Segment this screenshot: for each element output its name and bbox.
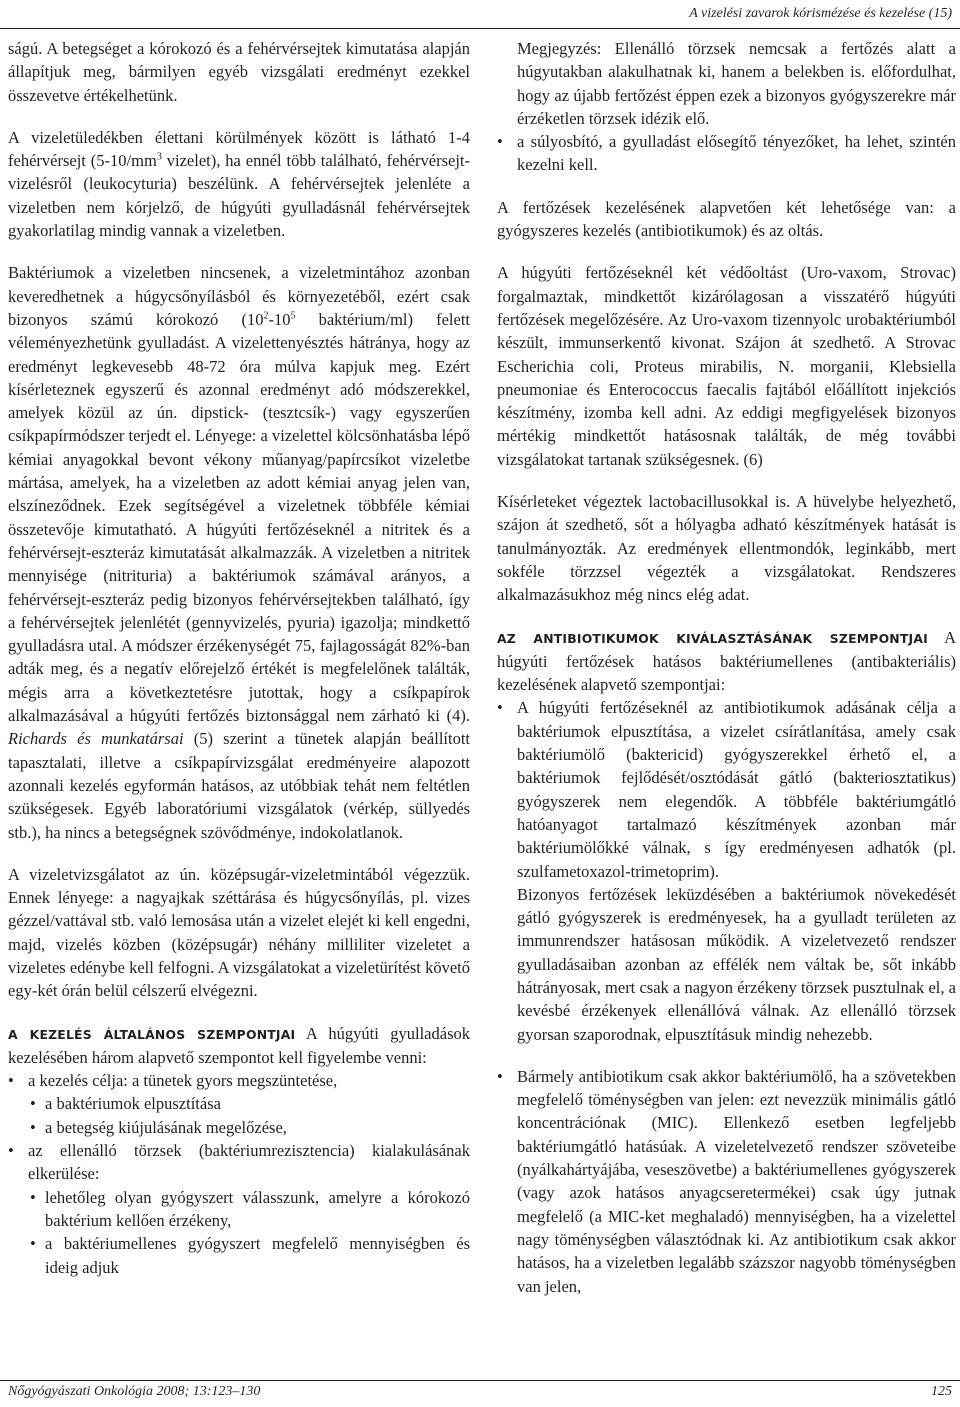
- paragraph: Kísérleteket végeztek lactobacillusokkal is. A hüvelybe helyezhető, szájon át szedhető, sőt a hólyagba adható készítmények hatását is tanulmányozták. Az eredmények ellentmondók, leginkább, mert sokféle törzzsel végezték a vizsgálatokat. Rendszeres alkalmazásukhoz még nincs elég adat.: [497, 492, 956, 605]
- section-intro: [497, 626, 956, 697]
- paragraph: ságú. A betegséget a kórokozó és a fehérvérsejtek kimutatása alapján állapítjuk meg, bármilyen egyéb vizsgálati eredményt ezekkel összevetve értékelhetünk.: [8, 39, 470, 105]
- paragraph: [8, 261, 470, 843]
- superscript: 2: [263, 310, 269, 322]
- sub-list-item: • lehetőleg olyan gyógyszert válasszunk, amelyre a kórokozó baktérium kellően érzékeny,: [28, 1186, 470, 1233]
- text-run: A húgyúti gyulladások kezelésében három alapvető szempontot kell figyelembe venni:: [8, 1023, 470, 1067]
- bullet-list: [497, 696, 956, 882]
- note-paragraph: Megjegyzés: Ellenálló törzsek nemcsak a fertőzés alatt a húgyutakban alakulhatnak ki, hanem a belekben is. előfordulhat, hogy az újabb fertőzést éppen ezek a bizonyos gyógyszerekre már érzéketlen törzsek idézik elő.: [517, 39, 956, 128]
- running-header: A vizelési zavarok kórismézése és kezelése (15): [689, 6, 952, 21]
- footer-rule: [0, 1380, 960, 1381]
- text-run: A vizeletüledékben élettani körülmények között is látható 1-4 fehérvérsejt (5-10/mm: [8, 127, 470, 171]
- right-column: [497, 37, 956, 1298]
- list-item-text: az ellenálló törzsek (baktériumrezisztencia) kialakulásának elkerülése:: [28, 1141, 470, 1184]
- list-item-text: a kezelés célja: a tünetek gyors megszüntetése,: [28, 1071, 338, 1091]
- superscript: 5: [290, 310, 296, 322]
- list-item-text: A húgyúti fertőzéseknél az antibiotikumok adásának célja a baktériumok elpusztítása, a vizelet csírátlanítása, amely csak baktériumölő (baktericid) gyógyszerekkel érhető el, a baktériumok fejlődését/osztódását gátló (bakteriosztatikus) gyógyszerek nem elegendők. A többféle baktériumgátló hatóanyagot tartalmazó készítmények azonban már baktériumölőkké válnak, s így eredményesen adhatók (pl. szulfametoxazol-trimetoprim).: [517, 698, 956, 881]
- header-rule: [0, 28, 960, 29]
- list-continuation: Bizonyos fertőzések leküzdésében a baktériumok növekedését gátló gyógyszerek is eredményesek, ha a gyulladt területen az immunrendszer hatásosan működik. A vizeletvezető rendszer gyulladásaiban azonban az effélék nem váltak be, sőt inkább hátrányosak, mert csak a nagyon érzékeny törzsek pusztulnak el, a kevésbé érzékenyek ellenállóvá válnak. Az ellenálló törzsek gyorsan szaporodnak, elpusztításuk mindig nehezebb.: [517, 884, 956, 1044]
- paragraph: [8, 126, 470, 242]
- text-run: baktérium/ml) felett véleményezhetünk gyulladást. A vizelettenyésztés hátránya, hogy az eredményt legkevesebb 48-72 óra múlva kapjuk meg. Ezért kísérleteznek egyszerű és azonnal eredményt adó módszerekkel, amelyek közül az ún. dipstick- (tesztcsík-) vagy egyszerűen csíkpapírmódszer terjedt el. Lényege: a vizelettel kölcsönhatásba lépő kémiai anyagokkal bevont vékony műanyag/papírcsíkot vizeletbe mártása, amelyek, ha a vizeletben az adott kémiai anyag jelen van, elszíneződnek. Ezek segítségével a vizeletnek többféle kémiai összetevője kimutatható. A húgyúti fertőzéseknél a nitritek és a fehérvérsejt-eszteráz kimutatását alkalmazzák. A vizeletben a nitritek mennyisége (nitrituria) a baktériumok számával arányos, a fehérvérsejt-eszteráz pedig bizonyos fehérvérsejtekben található, így a fehérvérsejtek jelenlétét (gennyvizelés, pyuria) igazolja; mindkettő gyulladásra utal. A módszer érzékenységét 75, fajlagosságát 82%-ban adták meg, és a negatív előrejelző értékét is megfelelőnek találták, mégis arra a következtetésre jutottak, hogy a csíkpapírok alkalmazásával a húgyúti fertőzés biztonsággal nem zárható ki (4).: [8, 309, 471, 726]
- bullet-list: [497, 1065, 956, 1298]
- text-run: A húgyúti fertőzések hatásos baktériumellenes (antibakteriális) kezelésének alapvető szempontjai:: [497, 627, 956, 695]
- journal-citation: Nőgyógyászati Onkológia 2008; 13:123–130: [8, 1384, 261, 1399]
- list-item: • Bármely antibiotikum csak akkor baktériumölő, ha a szövetekben megfelelő töménységben van jelen: ezt nevezzük minimális gátló koncentrációnak (MIC). Ellenkező esetben legfeljebb baktériumgátló hatásúak. A vizeletelvezető rendszer szöveteibe (nyálkahártyájába, veseszövetbe) a baktériumellenes gyógyszerek (vagy azok hatásos anyagcseretermékei) csak úgy jutnak megfelelő (a MIC-ket meghaladó) mennyiségben, ha a vizelettel nagy töménységben választódnak ki. Az antibiotikum csak akkor hatásos, ha a vizeletben legalább százszor nagyobb töménységben van jelen,: [497, 1065, 956, 1298]
- sub-list: [28, 1092, 470, 1139]
- italic-citation: Richards és munkatársai: [8, 729, 184, 749]
- paragraph: A fertőzések kezelésének alapvetően két lehetősége van: a gyógyszeres kezelés (antibiotikumok) és az oltás.: [497, 197, 956, 241]
- sub-list-item: • a betegség kiújulásának megelőzése,: [28, 1116, 470, 1139]
- superscript: 3: [156, 151, 162, 163]
- list-item: [8, 1139, 470, 1279]
- left-column: [8, 37, 470, 1279]
- sub-list-item: • a baktériumok elpusztítása: [28, 1092, 470, 1115]
- section-intro: [8, 1022, 470, 1070]
- text-run: Baktériumok a vizeletben nincsenek, a vizeletmintához azonban keveredhetnek a húgycsőnyílásból és környezetéből, ezért csak bizonyos számú kórokozó (10: [8, 263, 470, 329]
- text-run: vizelet), ha ennél több található, fehérvérsejt-vizelésről (leukocyturia) beszélünk. A fehérvérsejtek jelenléte a vizeletben nem kórjelző, de húgyúti gyulladásnál fehérvérsejtek gyakorlatilag mindig vannak a vizeletben.: [8, 151, 471, 241]
- text-run: (5) szerint a tünetek alapján beállított tapasztalati, illetve a csíkpapírvizsgálat eredményeire alapozott azonnali kezelés egyformán hatásos, az utóbbiak tehát nem feltétlen szükségesek. Egyéb laboratóriumi vizsgálatok (vérkép, süllyedés stb.), ha nincs a betegségnek szövődménye, indokolatlanok.: [8, 729, 470, 842]
- list-item: • a súlyosbító, a gyulladást elősegítő tényezőket, ha lehet, szintén kezelni kell.: [497, 130, 956, 177]
- bullet-list: [8, 1069, 470, 1279]
- sub-list-item: • a baktériumellenes gyógyszert megfelelő mennyiségben és ideig adjuk: [28, 1232, 470, 1279]
- sub-list: [28, 1186, 470, 1279]
- list-item: [8, 1069, 470, 1139]
- page-number: 125: [931, 1384, 952, 1399]
- text-run: -10: [268, 309, 291, 329]
- paragraph: A vizeletvizsgálatot az ún. középsugár-vizeletmintából végezzük. Ennek lényege: a nagyajkak széttárása és húgycsőnyílás, pl. vizes gézzel/vattával stb. való lemosása után a vizelet elejét ki kell engedni, majd, vizelés közben (középsugár) néhány milliliter vizeletet a vizeletes edénybe kell felfogni. A vizsgálatokat a vizeletürítést követő egy-két órán belül célszerű elvégezni.: [8, 864, 470, 1001]
- paragraph: A húgyúti fertőzéseknél két védőoltást (Uro-vaxom, Strovac) forgalmaztak, mindkettőt kizárólagosan a visszatérő húgyúti fertőzések megelőzésére. Az Uro-vaxom tizennyolc urobaktériumból készült, immunserkentő kivonat. Szájon át szedhető. A Strovac Escherichia coli, Proteus mirabilis, N. morganii, Klebsiella pneumoniae és Enterococcus faecalis fajtából előállított injekciós készítmény, izomba kell adni. Az eddigi megfigyelések bizonyos mértékig mindkettőt hatásosnak találták, de még további vizsgálatokat tartanak szükségesnek. (6): [497, 263, 956, 469]
- section-heading: A KEZELÉS ÁLTALÁNOS SZEMPONTJAI: [8, 1026, 296, 1042]
- bullet-list: [497, 130, 956, 177]
- section-heading: AZ ANTIBIOTIKUMOK KIVÁLASZTÁSÁNAK SZEMPONTJAI: [497, 630, 928, 646]
- list-item: [497, 696, 956, 882]
